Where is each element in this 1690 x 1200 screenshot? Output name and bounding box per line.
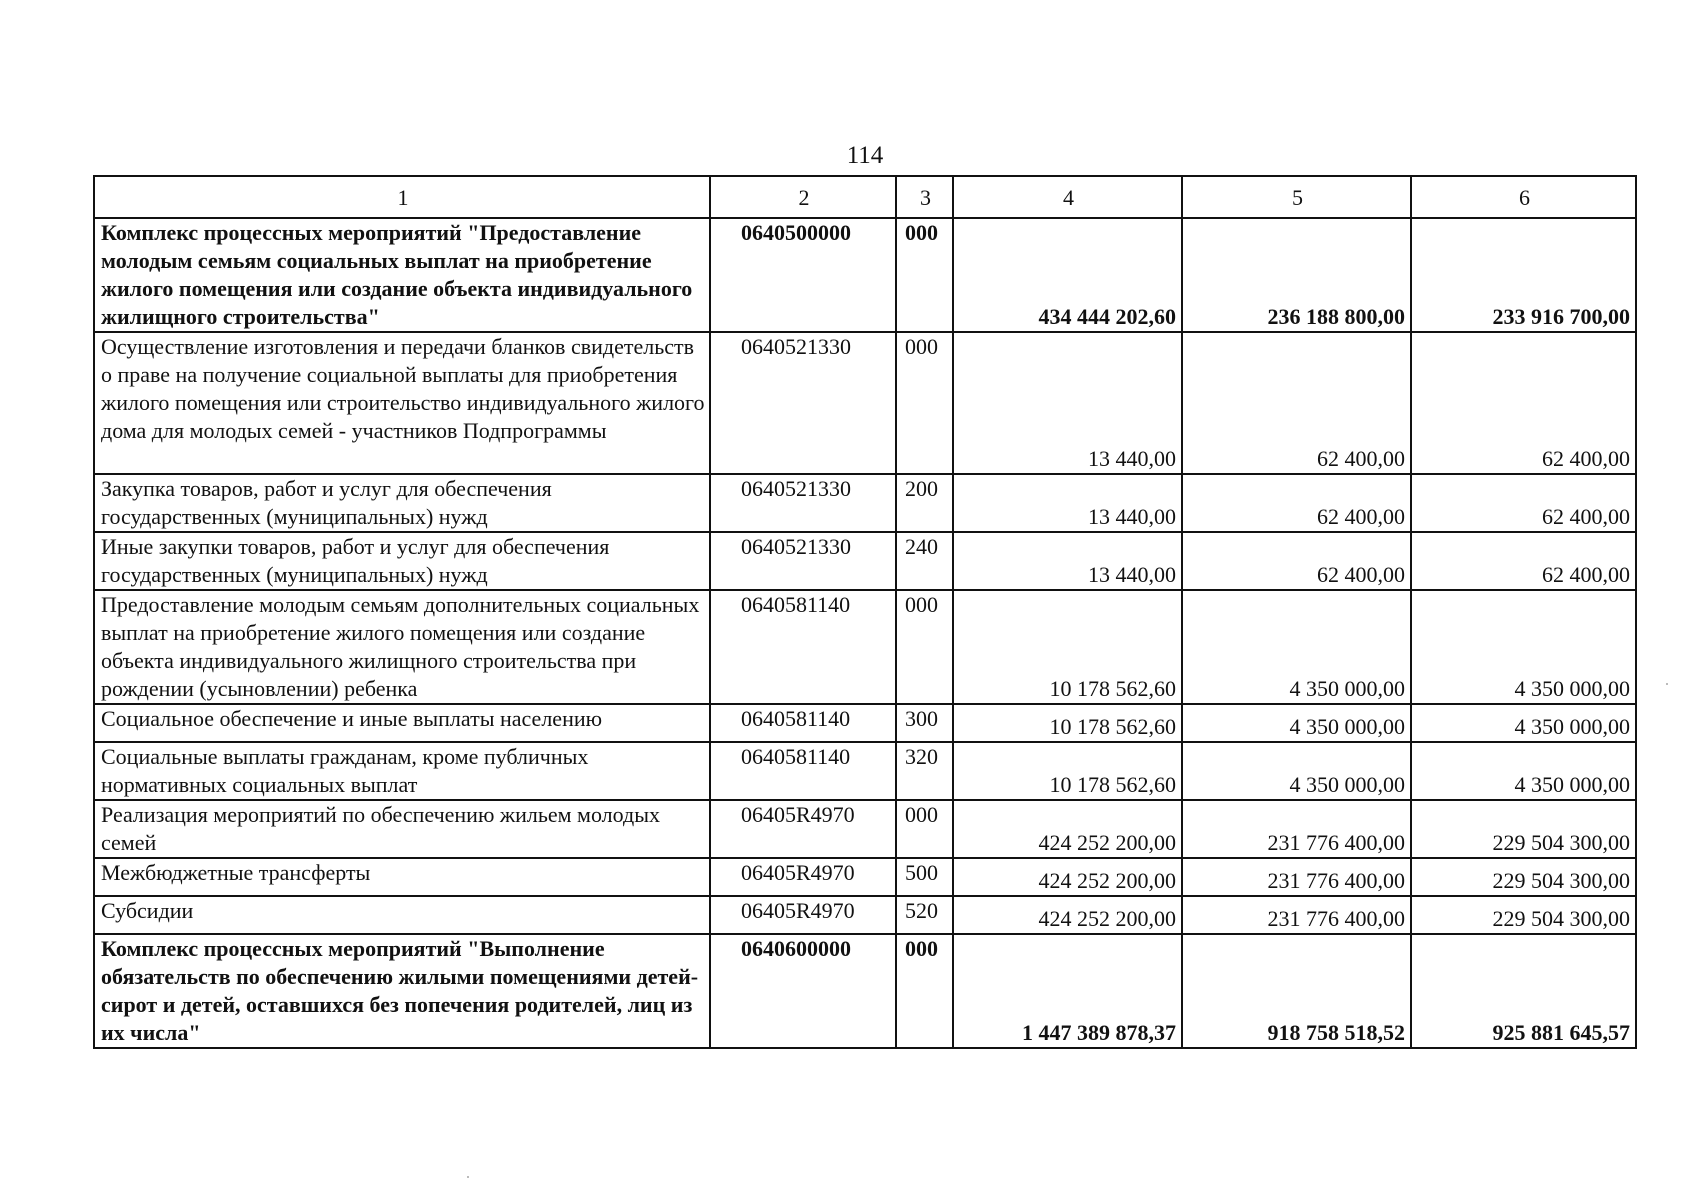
table-body: [94, 176, 1636, 1048]
row-code-cell: 0640500000: [710, 218, 896, 332]
row-amount-6-cell: 62 400,00: [1411, 474, 1636, 532]
row-amount-5-cell: 62 400,00: [1182, 474, 1411, 532]
row-code-cell: 0640521330: [710, 532, 896, 590]
row-amount-5-cell: 236 188 800,00: [1182, 218, 1411, 332]
row-amount-6-cell: 233 916 700,00: [1411, 218, 1636, 332]
row-name-cell: Субсидии: [94, 896, 710, 934]
row-amount-6-cell: 229 504 300,00: [1411, 800, 1636, 858]
row-amount-6-cell: 4 350 000,00: [1411, 590, 1636, 704]
row-name-cell: Социальное обеспечение и иные выплаты населению: [94, 704, 710, 742]
row-type-cell: 500: [896, 858, 953, 896]
row-amount-4-cell: 424 252 200,00: [953, 858, 1182, 896]
column-header-3: 3: [896, 176, 953, 218]
row-name-cell: Комплекс процессных мероприятий "Выполнение обязательств по обеспечению жилыми помещениями детей-сирот и детей, оставшихся без попечения родителей, лиц из их числа": [94, 934, 710, 1048]
row-amount-4-cell: 13 440,00: [953, 474, 1182, 532]
row-amount-4-cell: 434 444 202,60: [953, 218, 1182, 332]
row-amount-5-cell: 231 776 400,00: [1182, 858, 1411, 896]
scan-speck: [467, 1176, 469, 1178]
page-number: 114: [846, 142, 884, 169]
row-amount-5-cell: 231 776 400,00: [1182, 896, 1411, 934]
column-header-5: 5: [1182, 176, 1411, 218]
row-amount-4-cell: 13 440,00: [953, 532, 1182, 590]
row-amount-5-cell: 4 350 000,00: [1182, 704, 1411, 742]
row-amount-6-cell: 925 881 645,57: [1411, 934, 1636, 1048]
row-code-cell: 06405R4970: [710, 858, 896, 896]
row-code-cell: 0640581140: [710, 704, 896, 742]
row-code-cell: 0640581140: [710, 590, 896, 704]
row-amount-4-cell: 10 178 562,60: [953, 704, 1182, 742]
budget-table: [93, 175, 1637, 1049]
row-amount-5-cell: 4 350 000,00: [1182, 742, 1411, 800]
row-amount-5-cell: 918 758 518,52: [1182, 934, 1411, 1048]
row-name-cell: Иные закупки товаров, работ и услуг для обеспечения государственных (муниципальных) нужд: [94, 532, 710, 590]
row-amount-5-cell: 62 400,00: [1182, 332, 1411, 474]
table-row: [94, 800, 1636, 858]
row-amount-5-cell: 231 776 400,00: [1182, 800, 1411, 858]
table-row: [94, 896, 1636, 934]
row-type-cell: 320: [896, 742, 953, 800]
row-amount-4-cell: 10 178 562,60: [953, 590, 1182, 704]
row-type-cell: 520: [896, 896, 953, 934]
row-type-cell: 000: [896, 218, 953, 332]
table-row: [94, 934, 1636, 1048]
row-code-cell: 0640521330: [710, 474, 896, 532]
row-amount-6-cell: 62 400,00: [1411, 532, 1636, 590]
row-amount-6-cell: 229 504 300,00: [1411, 858, 1636, 896]
row-amount-6-cell: 229 504 300,00: [1411, 896, 1636, 934]
row-type-cell: 000: [896, 332, 953, 474]
row-code-cell: 0640581140: [710, 742, 896, 800]
row-amount-5-cell: 62 400,00: [1182, 532, 1411, 590]
table-row: [94, 532, 1636, 590]
row-amount-4-cell: 1 447 389 878,37: [953, 934, 1182, 1048]
row-code-cell: 06405R4970: [710, 896, 896, 934]
row-type-cell: 000: [896, 590, 953, 704]
row-amount-5-cell: 4 350 000,00: [1182, 590, 1411, 704]
row-code-cell: 0640521330: [710, 332, 896, 474]
row-amount-6-cell: 62 400,00: [1411, 332, 1636, 474]
column-header-1: 1: [94, 176, 710, 218]
row-name-cell: Межбюджетные трансферты: [94, 858, 710, 896]
row-amount-4-cell: 424 252 200,00: [953, 896, 1182, 934]
column-header-6: 6: [1411, 176, 1636, 218]
row-name-cell: Осуществление изготовления и передачи бланков свидетельств о праве на получение социальной выплаты для приобретения жилого помещения или строительство индивидуального жилого дома для молодых семей - участников Подпрограммы: [94, 332, 710, 474]
table-row: [94, 590, 1636, 704]
table-row: [94, 474, 1636, 532]
table-row: [94, 332, 1636, 474]
column-header-4: 4: [953, 176, 1182, 218]
row-amount-4-cell: 13 440,00: [953, 332, 1182, 474]
table-row: [94, 704, 1636, 742]
row-type-cell: 240: [896, 532, 953, 590]
row-amount-6-cell: 4 350 000,00: [1411, 704, 1636, 742]
row-code-cell: 0640600000: [710, 934, 896, 1048]
table-row: [94, 858, 1636, 896]
row-type-cell: 000: [896, 800, 953, 858]
row-name-cell: Закупка товаров, работ и услуг для обеспечения государственных (муниципальных) нужд: [94, 474, 710, 532]
table-row: [94, 742, 1636, 800]
row-type-cell: 300: [896, 704, 953, 742]
row-type-cell: 000: [896, 934, 953, 1048]
row-code-cell: 06405R4970: [710, 800, 896, 858]
row-amount-6-cell: 4 350 000,00: [1411, 742, 1636, 800]
table-header-row: [94, 176, 1636, 218]
row-name-cell: Социальные выплаты гражданам, кроме публичных нормативных социальных выплат: [94, 742, 710, 800]
row-type-cell: 200: [896, 474, 953, 532]
row-amount-4-cell: 424 252 200,00: [953, 800, 1182, 858]
row-name-cell: Комплекс процессных мероприятий "Предоставление молодым семьям социальных выплат на приобретение жилого помещения или создание объекта индивидуального жилищного строительства": [94, 218, 710, 332]
scan-speck: [1666, 683, 1668, 685]
row-name-cell: Реализация мероприятий по обеспечению жильем молодых семей: [94, 800, 710, 858]
row-name-cell: Предоставление молодым семьям дополнительных социальных выплат на приобретение жилого помещения или создание объекта индивидуального жилищного строительства при рождении (усыновлении) ребенка: [94, 590, 710, 704]
table-row: [94, 218, 1636, 332]
row-amount-4-cell: 10 178 562,60: [953, 742, 1182, 800]
column-header-2: 2: [710, 176, 896, 218]
